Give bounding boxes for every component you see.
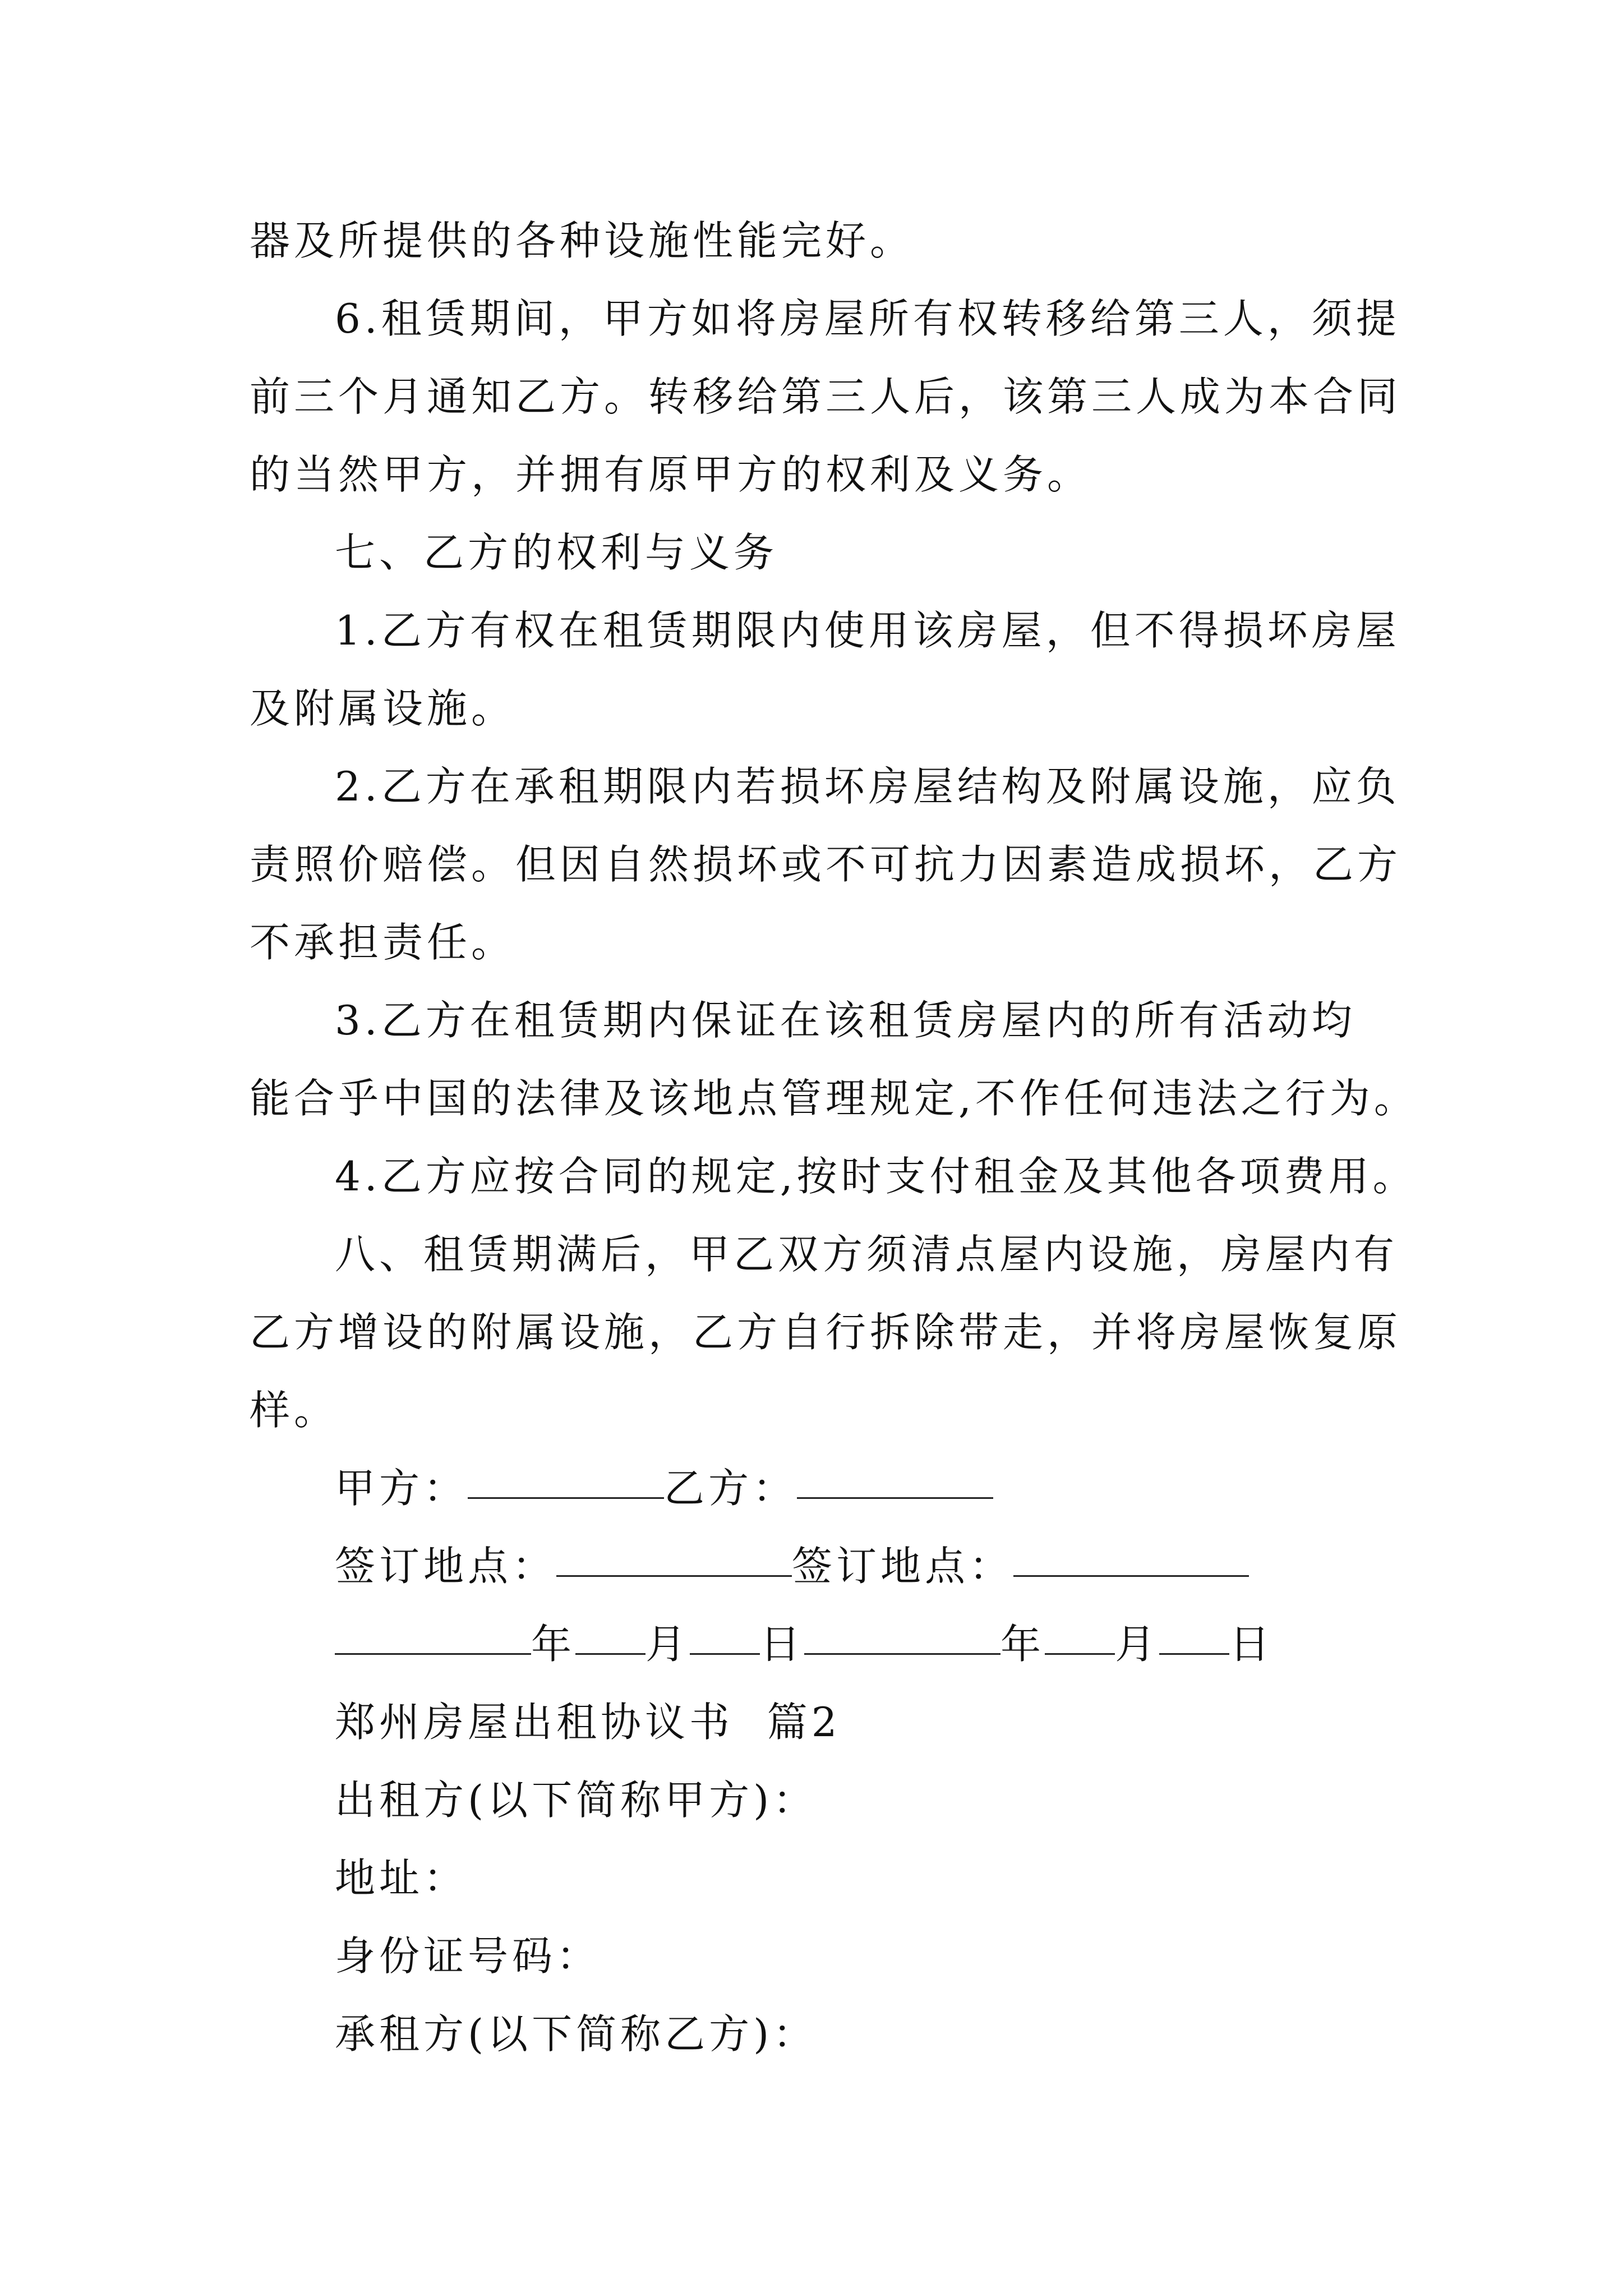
signature-date-line — [250, 1605, 1394, 1683]
year-b-label: 年 — [1000, 1621, 1045, 1668]
paragraph-line: 八、租赁期满后，甲乙双方须清点屋内设施，房屋内有 — [335, 1231, 1399, 1278]
year-a-blank — [335, 1614, 531, 1655]
day-a-blank — [690, 1614, 760, 1655]
place-b-blank — [1013, 1536, 1249, 1577]
paragraph-line: 样。 — [250, 1387, 339, 1434]
month-a-blank — [575, 1614, 645, 1655]
paragraph-line: 6.租赁期间，甲方如将房屋所有权转移给第三人，须提 — [335, 295, 1400, 342]
paragraph-line: 前三个月通知乙方。转移给第三人后，该第三人成为本合同 — [250, 373, 1402, 420]
paragraph-line: 1.乙方有权在租赁期限内使用该房屋，但不得损坏房屋 — [335, 607, 1400, 654]
section-2-title: 郑州房屋出租协议书 篇2 — [335, 1699, 841, 1746]
party-a-blank — [468, 1458, 664, 1499]
place-a-blank — [556, 1536, 792, 1577]
day-b-label: 日 — [1229, 1621, 1274, 1668]
paragraph-line: 能合乎中国的法律及该地点管理规定,不作任何违法之行为。 — [250, 1075, 1418, 1122]
signature-parties-line — [250, 1450, 1394, 1527]
paragraph-line: 及附属设施。 — [250, 685, 516, 732]
paragraph-line: 4.乙方应按合同的规定,按时支付租金及其他各项费用。 — [335, 1153, 1417, 1200]
signature-place-line — [250, 1527, 1394, 1605]
section-heading: 七、乙方的权利与义务 — [335, 529, 778, 576]
month-a-label: 月 — [645, 1621, 690, 1668]
id-number-label: 身份证号码： — [335, 1932, 601, 1980]
year-b-blank — [804, 1614, 1000, 1655]
year-a-label: 年 — [531, 1621, 576, 1668]
place-a-label: 签订地点： — [335, 1543, 557, 1590]
party-a-label: 甲方： — [335, 1465, 468, 1512]
paragraph-line: 的当然甲方，并拥有原甲方的权利及义务。 — [250, 451, 1092, 498]
day-b-blank — [1159, 1614, 1229, 1655]
day-a-label: 日 — [760, 1621, 805, 1668]
paragraph-line: 3.乙方在租赁期内保证在该租赁房屋内的所有活动均 — [335, 997, 1356, 1044]
lessee-label: 承租方(以下简称乙方)： — [335, 2010, 818, 2058]
paragraph-line: 2.乙方在承租期限内若损坏房屋结构及附属设施，应负 — [335, 763, 1400, 810]
paragraph-line: 不承担责任。 — [250, 919, 516, 966]
document-body — [250, 202, 1418, 2073]
month-b-blank — [1045, 1614, 1115, 1655]
paragraph-line: 乙方增设的附属设施，乙方自行拆除带走，并将房屋恢复原 — [250, 1309, 1402, 1356]
address-label: 地址： — [335, 1855, 468, 1902]
paragraph-line: 责照价赔偿。但因自然损坏或不可抗力因素造成损坏，乙方 — [250, 841, 1402, 888]
party-b-label: 乙方： — [664, 1465, 797, 1512]
place-b-label: 签订地点： — [792, 1543, 1014, 1590]
paragraph-line: 器及所提供的各种设施性能完好。 — [250, 217, 915, 264]
month-b-label: 月 — [1115, 1621, 1160, 1668]
lessor-label: 出租方(以下简称甲方)： — [335, 1777, 818, 1824]
party-b-blank — [797, 1458, 993, 1499]
